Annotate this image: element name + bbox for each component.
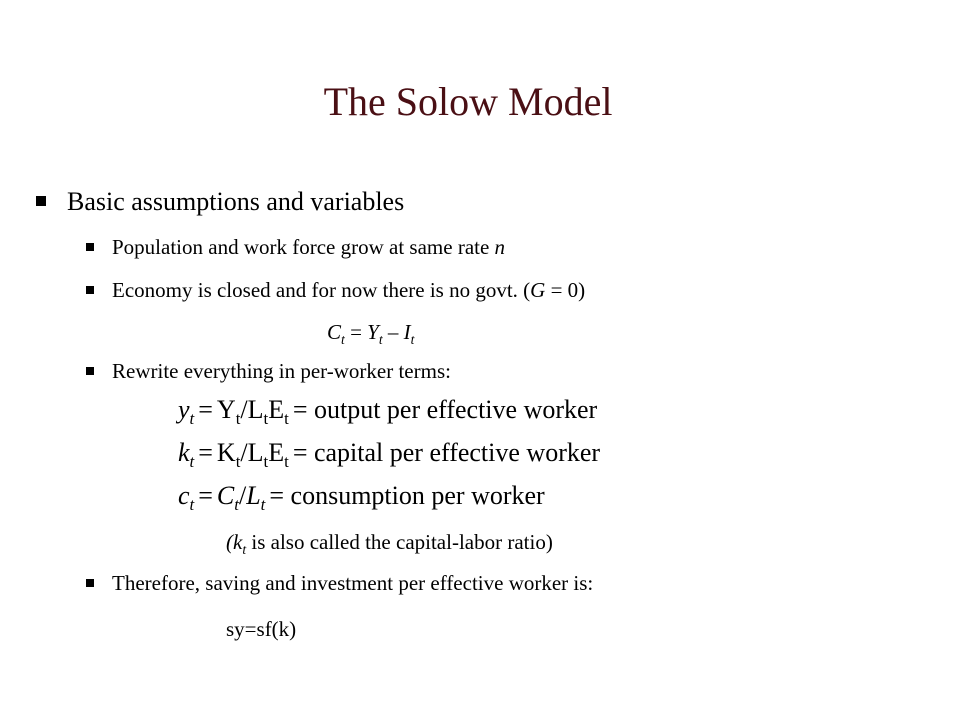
equation-description: = output per effective worker: [292, 395, 598, 424]
bullet-text: Rewrite everything in per-worker terms:: [112, 359, 451, 383]
var-e: E: [268, 395, 285, 424]
square-bullet-icon: [86, 367, 94, 375]
sub-t: t: [260, 494, 266, 514]
slash-l: /L: [240, 395, 264, 424]
bullet-population: [86, 232, 505, 262]
slash-l: /L: [240, 438, 264, 467]
sub-t: t: [341, 331, 345, 347]
sub-t: t: [189, 408, 195, 428]
bullet-text: Therefore, saving and investment per effective worker is:: [112, 571, 594, 595]
op-equals: =: [198, 481, 213, 510]
sub-t: t: [242, 541, 247, 557]
saving-equation: sy=sf(k): [226, 617, 297, 641]
sub-t: t: [263, 408, 269, 428]
capital-labor-note: [226, 527, 553, 560]
var-c-cap: C: [216, 481, 235, 510]
bullet-saving-investment: [86, 568, 593, 598]
op-equals: =: [344, 320, 368, 344]
sub-t: t: [263, 451, 269, 471]
var-y: Y: [367, 320, 379, 344]
slash: /: [238, 481, 247, 510]
slide-title: The Solow Model: [323, 79, 613, 124]
sub-t: t: [235, 451, 241, 471]
bullet-per-worker: [86, 356, 451, 386]
bullet-text: Economy is closed and for now there is no govt. (: [112, 278, 531, 302]
var-g: G: [530, 278, 546, 302]
sub-t: t: [234, 494, 239, 514]
equation-consumption-per-worker: [178, 478, 545, 517]
var-k-cap: K: [216, 438, 236, 467]
var-k: k: [178, 438, 190, 467]
sub-t: t: [284, 408, 289, 428]
square-bullet-icon: [86, 286, 94, 294]
sub-t: t: [410, 331, 415, 347]
var-n: n: [494, 235, 506, 259]
op-equals: =: [198, 438, 213, 467]
var-c: c: [178, 481, 190, 510]
bullet-text: Basic assumptions and variables: [67, 187, 405, 216]
sub-t: t: [235, 408, 241, 428]
bullet-basic-assumptions: [36, 184, 404, 220]
var-y-cap: Y: [216, 395, 236, 424]
sub-t: t: [284, 451, 289, 471]
equation-description: = consumption per worker: [269, 481, 545, 510]
bullet-text: Population and work force grow at same rate: [112, 235, 495, 259]
var-c: C: [327, 320, 342, 344]
var-e: E: [268, 438, 285, 467]
square-bullet-icon: [36, 196, 46, 206]
note-text: is also called the capital-labor ratio): [246, 530, 553, 554]
consumption-equation: [327, 317, 414, 350]
equation-output-per-worker: [178, 392, 597, 431]
equation-description: = capital per effective worker: [292, 438, 601, 467]
op-equals: =: [198, 395, 213, 424]
note-open: (k: [226, 530, 243, 554]
bullet-economy-closed: [86, 275, 585, 305]
op-minus: –: [382, 320, 404, 344]
var-y: y: [178, 395, 190, 424]
square-bullet-icon: [86, 579, 94, 587]
sub-t: t: [378, 331, 383, 347]
square-bullet-icon: [86, 243, 94, 251]
sub-t: t: [189, 451, 195, 471]
sub-t: t: [189, 494, 195, 514]
var-l: L: [246, 481, 261, 510]
equation-capital-per-worker: [178, 435, 600, 474]
bullet-eq: = 0): [545, 278, 586, 302]
var-i: I: [403, 320, 411, 344]
